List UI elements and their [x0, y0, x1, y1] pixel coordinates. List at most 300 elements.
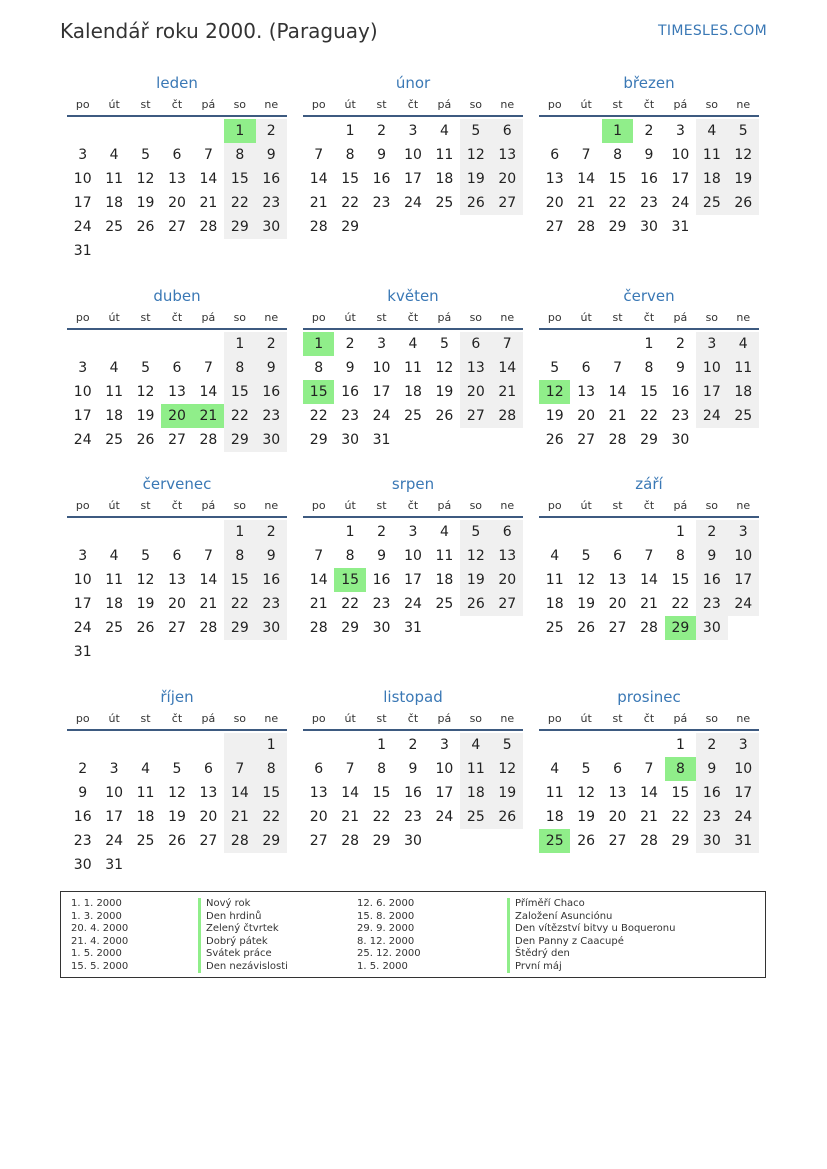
day-cell[interactable]: 9 [78, 785, 88, 801]
day-cell[interactable]: 31 [404, 620, 422, 636]
day-cell[interactable]: 11 [545, 785, 564, 801]
holiday-day[interactable]: 15 [303, 380, 334, 404]
day-cell[interactable]: 26 [577, 620, 596, 636]
day-cell[interactable]: 29 [224, 428, 255, 452]
day-cell[interactable]: 11 [105, 384, 124, 400]
day-cell[interactable]: 16 [256, 380, 287, 404]
day-cell[interactable]: 24 [73, 219, 92, 235]
day-cell[interactable]: 9 [377, 548, 387, 564]
day-cell[interactable]: 12 [728, 143, 759, 167]
day-cell[interactable]: 31 [73, 644, 92, 660]
day-cell[interactable]: 26 [460, 592, 491, 616]
day-cell[interactable]: 14 [608, 384, 627, 400]
holiday-day[interactable]: 1 [224, 119, 255, 143]
day-cell[interactable]: 5 [460, 119, 491, 143]
day-cell[interactable]: 2 [696, 520, 727, 544]
day-cell[interactable]: 27 [199, 833, 218, 849]
day-cell[interactable]: 1 [345, 123, 355, 139]
day-cell[interactable]: 4 [439, 524, 449, 540]
day-cell[interactable]: 19 [168, 809, 186, 825]
day-cell[interactable]: 21 [309, 596, 328, 612]
day-cell[interactable]: 4 [109, 147, 119, 163]
day-cell[interactable]: 24 [404, 596, 422, 612]
day-cell[interactable]: 7 [314, 548, 324, 564]
day-cell[interactable]: 22 [256, 805, 287, 829]
day-cell[interactable]: 4 [439, 123, 449, 139]
day-cell[interactable]: 25 [136, 833, 155, 849]
day-cell[interactable]: 15 [671, 572, 690, 588]
day-cell[interactable]: 5 [172, 761, 182, 777]
day-cell[interactable]: 14 [492, 356, 523, 380]
day-cell[interactable]: 15 [224, 380, 255, 404]
day-cell[interactable]: 21 [199, 195, 218, 211]
day-cell[interactable]: 9 [256, 544, 287, 568]
day-cell[interactable]: 9 [408, 761, 418, 777]
day-cell[interactable]: 19 [728, 167, 759, 191]
day-cell[interactable]: 28 [199, 620, 218, 636]
day-cell[interactable]: 13 [460, 356, 491, 380]
day-cell[interactable]: 16 [640, 171, 658, 187]
day-cell[interactable]: 1 [345, 524, 355, 540]
day-cell[interactable]: 25 [105, 620, 124, 636]
day-cell[interactable]: 17 [73, 408, 92, 424]
day-cell[interactable]: 21 [577, 195, 596, 211]
day-cell[interactable]: 22 [372, 809, 391, 825]
day-cell[interactable]: 5 [439, 336, 449, 352]
day-cell[interactable]: 9 [675, 360, 685, 376]
day-cell[interactable]: 23 [256, 592, 287, 616]
day-cell[interactable]: 28 [577, 219, 596, 235]
day-cell[interactable]: 25 [728, 404, 759, 428]
day-cell[interactable]: 13 [545, 171, 564, 187]
day-cell[interactable]: 23 [341, 408, 360, 424]
day-cell[interactable]: 4 [109, 548, 119, 564]
day-cell[interactable]: 24 [728, 592, 759, 616]
day-cell[interactable]: 19 [136, 596, 155, 612]
day-cell[interactable]: 8 [224, 356, 255, 380]
day-cell[interactable]: 20 [492, 167, 523, 191]
day-cell[interactable]: 1 [644, 336, 654, 352]
day-cell[interactable]: 26 [136, 432, 155, 448]
day-cell[interactable]: 12 [460, 544, 491, 568]
day-cell[interactable]: 16 [256, 568, 287, 592]
day-cell[interactable]: 14 [309, 171, 328, 187]
day-cell[interactable]: 13 [492, 544, 523, 568]
day-cell[interactable]: 17 [728, 568, 759, 592]
day-cell[interactable]: 2 [644, 123, 654, 139]
day-cell[interactable]: 2 [377, 123, 387, 139]
day-cell[interactable]: 28 [309, 620, 328, 636]
day-cell[interactable]: 18 [545, 809, 564, 825]
day-cell[interactable]: 3 [728, 520, 759, 544]
day-cell[interactable]: 24 [105, 833, 124, 849]
day-cell[interactable]: 5 [141, 360, 151, 376]
day-cell[interactable]: 10 [728, 544, 759, 568]
day-cell[interactable]: 11 [435, 147, 454, 163]
day-cell[interactable]: 2 [345, 336, 355, 352]
day-cell[interactable]: 19 [435, 384, 454, 400]
day-cell[interactable]: 29 [640, 432, 658, 448]
day-cell[interactable]: 27 [168, 620, 186, 636]
day-cell[interactable]: 18 [460, 781, 491, 805]
day-cell[interactable]: 26 [460, 191, 491, 215]
day-cell[interactable]: 16 [696, 781, 727, 805]
day-cell[interactable]: 11 [105, 572, 124, 588]
day-cell[interactable]: 3 [78, 360, 88, 376]
day-cell[interactable]: 30 [256, 616, 287, 640]
day-cell[interactable]: 23 [640, 195, 658, 211]
day-cell[interactable]: 10 [73, 384, 92, 400]
day-cell[interactable]: 14 [224, 781, 255, 805]
day-cell[interactable]: 20 [492, 568, 523, 592]
day-cell[interactable]: 20 [460, 380, 491, 404]
day-cell[interactable]: 29 [341, 219, 360, 235]
day-cell[interactable]: 20 [608, 809, 627, 825]
day-cell[interactable]: 2 [408, 737, 418, 753]
day-cell[interactable]: 10 [372, 360, 391, 376]
day-cell[interactable]: 23 [372, 195, 391, 211]
day-cell[interactable]: 6 [172, 360, 182, 376]
day-cell[interactable]: 29 [372, 833, 391, 849]
day-cell[interactable]: 11 [404, 360, 422, 376]
day-cell[interactable]: 15 [224, 167, 255, 191]
day-cell[interactable]: 29 [671, 833, 690, 849]
day-cell[interactable]: 12 [577, 572, 596, 588]
day-cell[interactable]: 30 [404, 833, 422, 849]
day-cell[interactable]: 3 [728, 733, 759, 757]
day-cell[interactable]: 9 [696, 757, 727, 781]
day-cell[interactable]: 9 [345, 360, 355, 376]
day-cell[interactable]: 18 [728, 380, 759, 404]
day-cell[interactable]: 11 [105, 171, 124, 187]
day-cell[interactable]: 7 [581, 147, 591, 163]
day-cell[interactable]: 17 [696, 380, 727, 404]
day-cell[interactable]: 30 [256, 428, 287, 452]
day-cell[interactable]: 18 [404, 384, 422, 400]
holiday-day[interactable]: 15 [334, 568, 365, 592]
day-cell[interactable]: 8 [644, 360, 654, 376]
day-cell[interactable]: 18 [105, 408, 124, 424]
day-cell[interactable]: 3 [439, 737, 449, 753]
day-cell[interactable]: 3 [377, 336, 387, 352]
day-cell[interactable]: 1 [377, 737, 387, 753]
day-cell[interactable]: 3 [696, 332, 727, 356]
day-cell[interactable]: 16 [73, 809, 92, 825]
holiday-day[interactable]: 25 [539, 829, 570, 853]
day-cell[interactable]: 8 [314, 360, 324, 376]
day-cell[interactable]: 24 [404, 195, 422, 211]
day-cell[interactable]: 25 [105, 219, 124, 235]
day-cell[interactable]: 13 [168, 572, 186, 588]
day-cell[interactable]: 9 [377, 147, 387, 163]
holiday-day[interactable]: 12 [539, 380, 570, 404]
day-cell[interactable]: 27 [608, 620, 627, 636]
day-cell[interactable]: 8 [345, 147, 355, 163]
day-cell[interactable]: 8 [256, 757, 287, 781]
day-cell[interactable]: 12 [168, 785, 186, 801]
day-cell[interactable]: 27 [577, 432, 596, 448]
day-cell[interactable]: 6 [492, 119, 523, 143]
day-cell[interactable]: 22 [224, 404, 255, 428]
day-cell[interactable]: 11 [460, 757, 491, 781]
day-cell[interactable]: 28 [492, 404, 523, 428]
day-cell[interactable]: 26 [728, 191, 759, 215]
day-cell[interactable]: 10 [435, 761, 454, 777]
day-cell[interactable]: 6 [314, 761, 324, 777]
day-cell[interactable]: 27 [168, 219, 186, 235]
day-cell[interactable]: 5 [141, 147, 151, 163]
day-cell[interactable]: 28 [309, 219, 328, 235]
day-cell[interactable]: 26 [545, 432, 564, 448]
day-cell[interactable]: 6 [550, 147, 560, 163]
day-cell[interactable]: 4 [550, 548, 560, 564]
day-cell[interactable]: 7 [345, 761, 355, 777]
day-cell[interactable]: 14 [640, 785, 658, 801]
day-cell[interactable]: 3 [78, 147, 88, 163]
day-cell[interactable]: 20 [608, 596, 627, 612]
day-cell[interactable]: 6 [460, 332, 491, 356]
day-cell[interactable]: 20 [309, 809, 328, 825]
day-cell[interactable]: 26 [168, 833, 186, 849]
day-cell[interactable]: 17 [73, 596, 92, 612]
holiday-day[interactable]: 1 [602, 119, 633, 143]
day-cell[interactable]: 14 [199, 384, 218, 400]
day-cell[interactable]: 1 [224, 332, 255, 356]
day-cell[interactable]: 25 [105, 432, 124, 448]
day-cell[interactable]: 31 [671, 219, 690, 235]
day-cell[interactable]: 20 [545, 195, 564, 211]
day-cell[interactable]: 30 [696, 616, 727, 640]
day-cell[interactable]: 3 [675, 123, 685, 139]
day-cell[interactable]: 4 [408, 336, 418, 352]
holiday-day[interactable]: 20 [161, 404, 192, 428]
day-cell[interactable]: 7 [203, 147, 213, 163]
day-cell[interactable]: 30 [671, 432, 690, 448]
day-cell[interactable]: 27 [608, 833, 627, 849]
day-cell[interactable]: 21 [341, 809, 360, 825]
day-cell[interactable]: 22 [224, 592, 255, 616]
day-cell[interactable]: 29 [341, 620, 360, 636]
day-cell[interactable]: 5 [728, 119, 759, 143]
day-cell[interactable]: 22 [341, 596, 360, 612]
day-cell[interactable]: 10 [696, 356, 727, 380]
day-cell[interactable]: 26 [577, 833, 596, 849]
day-cell[interactable]: 28 [608, 432, 627, 448]
day-cell[interactable]: 23 [696, 592, 727, 616]
day-cell[interactable]: 27 [492, 592, 523, 616]
day-cell[interactable]: 19 [136, 408, 155, 424]
day-cell[interactable]: 29 [224, 215, 255, 239]
day-cell[interactable]: 21 [640, 809, 658, 825]
day-cell[interactable]: 17 [105, 809, 124, 825]
day-cell[interactable]: 24 [671, 195, 690, 211]
day-cell[interactable]: 4 [728, 332, 759, 356]
day-cell[interactable]: 1 [224, 520, 255, 544]
day-cell[interactable]: 23 [372, 596, 391, 612]
day-cell[interactable]: 24 [73, 432, 92, 448]
day-cell[interactable]: 4 [141, 761, 151, 777]
day-cell[interactable]: 9 [644, 147, 654, 163]
day-cell[interactable]: 22 [224, 191, 255, 215]
day-cell[interactable]: 23 [696, 805, 727, 829]
day-cell[interactable]: 21 [309, 195, 328, 211]
day-cell[interactable]: 9 [256, 143, 287, 167]
holiday-day[interactable]: 1 [303, 332, 334, 356]
day-cell[interactable]: 7 [224, 757, 255, 781]
day-cell[interactable]: 6 [172, 548, 182, 564]
day-cell[interactable]: 2 [696, 733, 727, 757]
day-cell[interactable]: 23 [256, 191, 287, 215]
day-cell[interactable]: 14 [199, 171, 218, 187]
day-cell[interactable]: 11 [136, 785, 155, 801]
day-cell[interactable]: 5 [460, 520, 491, 544]
day-cell[interactable]: 22 [671, 596, 690, 612]
day-cell[interactable]: 12 [577, 785, 596, 801]
day-cell[interactable]: 28 [640, 833, 658, 849]
day-cell[interactable]: 12 [136, 171, 155, 187]
day-cell[interactable]: 25 [404, 408, 422, 424]
day-cell[interactable]: 19 [577, 596, 596, 612]
day-cell[interactable]: 18 [696, 167, 727, 191]
day-cell[interactable]: 1 [675, 524, 685, 540]
day-cell[interactable]: 30 [341, 432, 360, 448]
day-cell[interactable]: 9 [696, 544, 727, 568]
day-cell[interactable]: 15 [341, 171, 360, 187]
day-cell[interactable]: 14 [341, 785, 360, 801]
holiday-day[interactable]: 21 [193, 404, 224, 428]
day-cell[interactable]: 10 [404, 147, 422, 163]
day-cell[interactable]: 16 [696, 568, 727, 592]
day-cell[interactable]: 19 [136, 195, 155, 211]
day-cell[interactable]: 17 [73, 195, 92, 211]
day-cell[interactable]: 15 [224, 568, 255, 592]
day-cell[interactable]: 29 [224, 616, 255, 640]
day-cell[interactable]: 5 [492, 733, 523, 757]
day-cell[interactable]: 18 [105, 596, 124, 612]
day-cell[interactable]: 15 [671, 785, 690, 801]
day-cell[interactable]: 13 [492, 143, 523, 167]
day-cell[interactable]: 8 [224, 143, 255, 167]
holiday-day[interactable]: 29 [665, 616, 696, 640]
day-cell[interactable]: 17 [728, 781, 759, 805]
day-cell[interactable]: 19 [577, 809, 596, 825]
day-cell[interactable]: 16 [256, 167, 287, 191]
day-cell[interactable]: 2 [256, 332, 287, 356]
day-cell[interactable]: 17 [435, 785, 454, 801]
day-cell[interactable]: 28 [341, 833, 360, 849]
day-cell[interactable]: 24 [372, 408, 391, 424]
day-cell[interactable]: 10 [404, 548, 422, 564]
day-cell[interactable]: 17 [404, 171, 422, 187]
day-cell[interactable]: 17 [671, 171, 690, 187]
day-cell[interactable]: 20 [168, 195, 186, 211]
day-cell[interactable]: 8 [345, 548, 355, 564]
day-cell[interactable]: 28 [199, 432, 218, 448]
day-cell[interactable]: 2 [256, 119, 287, 143]
day-cell[interactable]: 21 [199, 596, 218, 612]
day-cell[interactable]: 29 [309, 432, 328, 448]
day-cell[interactable]: 7 [613, 360, 623, 376]
day-cell[interactable]: 7 [203, 360, 213, 376]
day-cell[interactable]: 21 [224, 805, 255, 829]
day-cell[interactable]: 6 [492, 520, 523, 544]
day-cell[interactable]: 16 [372, 171, 391, 187]
day-cell[interactable]: 19 [545, 408, 564, 424]
day-cell[interactable]: 7 [644, 548, 654, 564]
day-cell[interactable]: 21 [640, 596, 658, 612]
day-cell[interactable]: 14 [199, 572, 218, 588]
day-cell[interactable]: 3 [109, 761, 119, 777]
day-cell[interactable]: 1 [675, 737, 685, 753]
day-cell[interactable]: 30 [256, 215, 287, 239]
day-cell[interactable]: 2 [675, 336, 685, 352]
day-cell[interactable]: 18 [435, 572, 454, 588]
day-cell[interactable]: 11 [435, 548, 454, 564]
day-cell[interactable]: 2 [377, 524, 387, 540]
day-cell[interactable]: 27 [545, 219, 564, 235]
day-cell[interactable]: 28 [224, 829, 255, 853]
day-cell[interactable]: 20 [168, 596, 186, 612]
day-cell[interactable]: 5 [581, 548, 591, 564]
day-cell[interactable]: 29 [256, 829, 287, 853]
day-cell[interactable]: 24 [73, 620, 92, 636]
day-cell[interactable]: 6 [613, 548, 623, 564]
day-cell[interactable]: 9 [256, 356, 287, 380]
holiday-day[interactable]: 8 [665, 757, 696, 781]
day-cell[interactable]: 30 [640, 219, 658, 235]
day-cell[interactable]: 25 [460, 805, 491, 829]
day-cell[interactable]: 23 [256, 404, 287, 428]
day-cell[interactable]: 7 [314, 147, 324, 163]
day-cell[interactable]: 4 [109, 360, 119, 376]
day-cell[interactable]: 13 [168, 384, 186, 400]
day-cell[interactable]: 19 [460, 167, 491, 191]
day-cell[interactable]: 14 [640, 572, 658, 588]
day-cell[interactable]: 22 [341, 195, 360, 211]
day-cell[interactable]: 13 [608, 785, 627, 801]
day-cell[interactable]: 25 [696, 191, 727, 215]
day-cell[interactable]: 15 [372, 785, 391, 801]
day-cell[interactable]: 22 [309, 408, 328, 424]
day-cell[interactable]: 27 [492, 191, 523, 215]
day-cell[interactable]: 6 [581, 360, 591, 376]
day-cell[interactable]: 6 [613, 761, 623, 777]
day-cell[interactable]: 23 [73, 833, 92, 849]
day-cell[interactable]: 11 [728, 356, 759, 380]
day-cell[interactable]: 5 [581, 761, 591, 777]
day-cell[interactable]: 4 [550, 761, 560, 777]
day-cell[interactable]: 4 [696, 119, 727, 143]
day-cell[interactable]: 17 [404, 572, 422, 588]
day-cell[interactable]: 28 [640, 620, 658, 636]
day-cell[interactable]: 20 [199, 809, 218, 825]
day-cell[interactable]: 16 [372, 572, 391, 588]
day-cell[interactable]: 24 [435, 809, 454, 825]
day-cell[interactable]: 22 [671, 809, 690, 825]
day-cell[interactable]: 7 [203, 548, 213, 564]
day-cell[interactable]: 5 [550, 360, 560, 376]
day-cell[interactable]: 23 [671, 408, 690, 424]
day-cell[interactable]: 31 [73, 243, 92, 259]
day-cell[interactable]: 18 [435, 171, 454, 187]
day-cell[interactable]: 13 [608, 572, 627, 588]
day-cell[interactable]: 12 [435, 360, 454, 376]
day-cell[interactable]: 14 [309, 572, 328, 588]
day-cell[interactable]: 6 [203, 761, 213, 777]
day-cell[interactable]: 21 [608, 408, 627, 424]
day-cell[interactable]: 30 [696, 829, 727, 853]
day-cell[interactable]: 10 [73, 171, 92, 187]
